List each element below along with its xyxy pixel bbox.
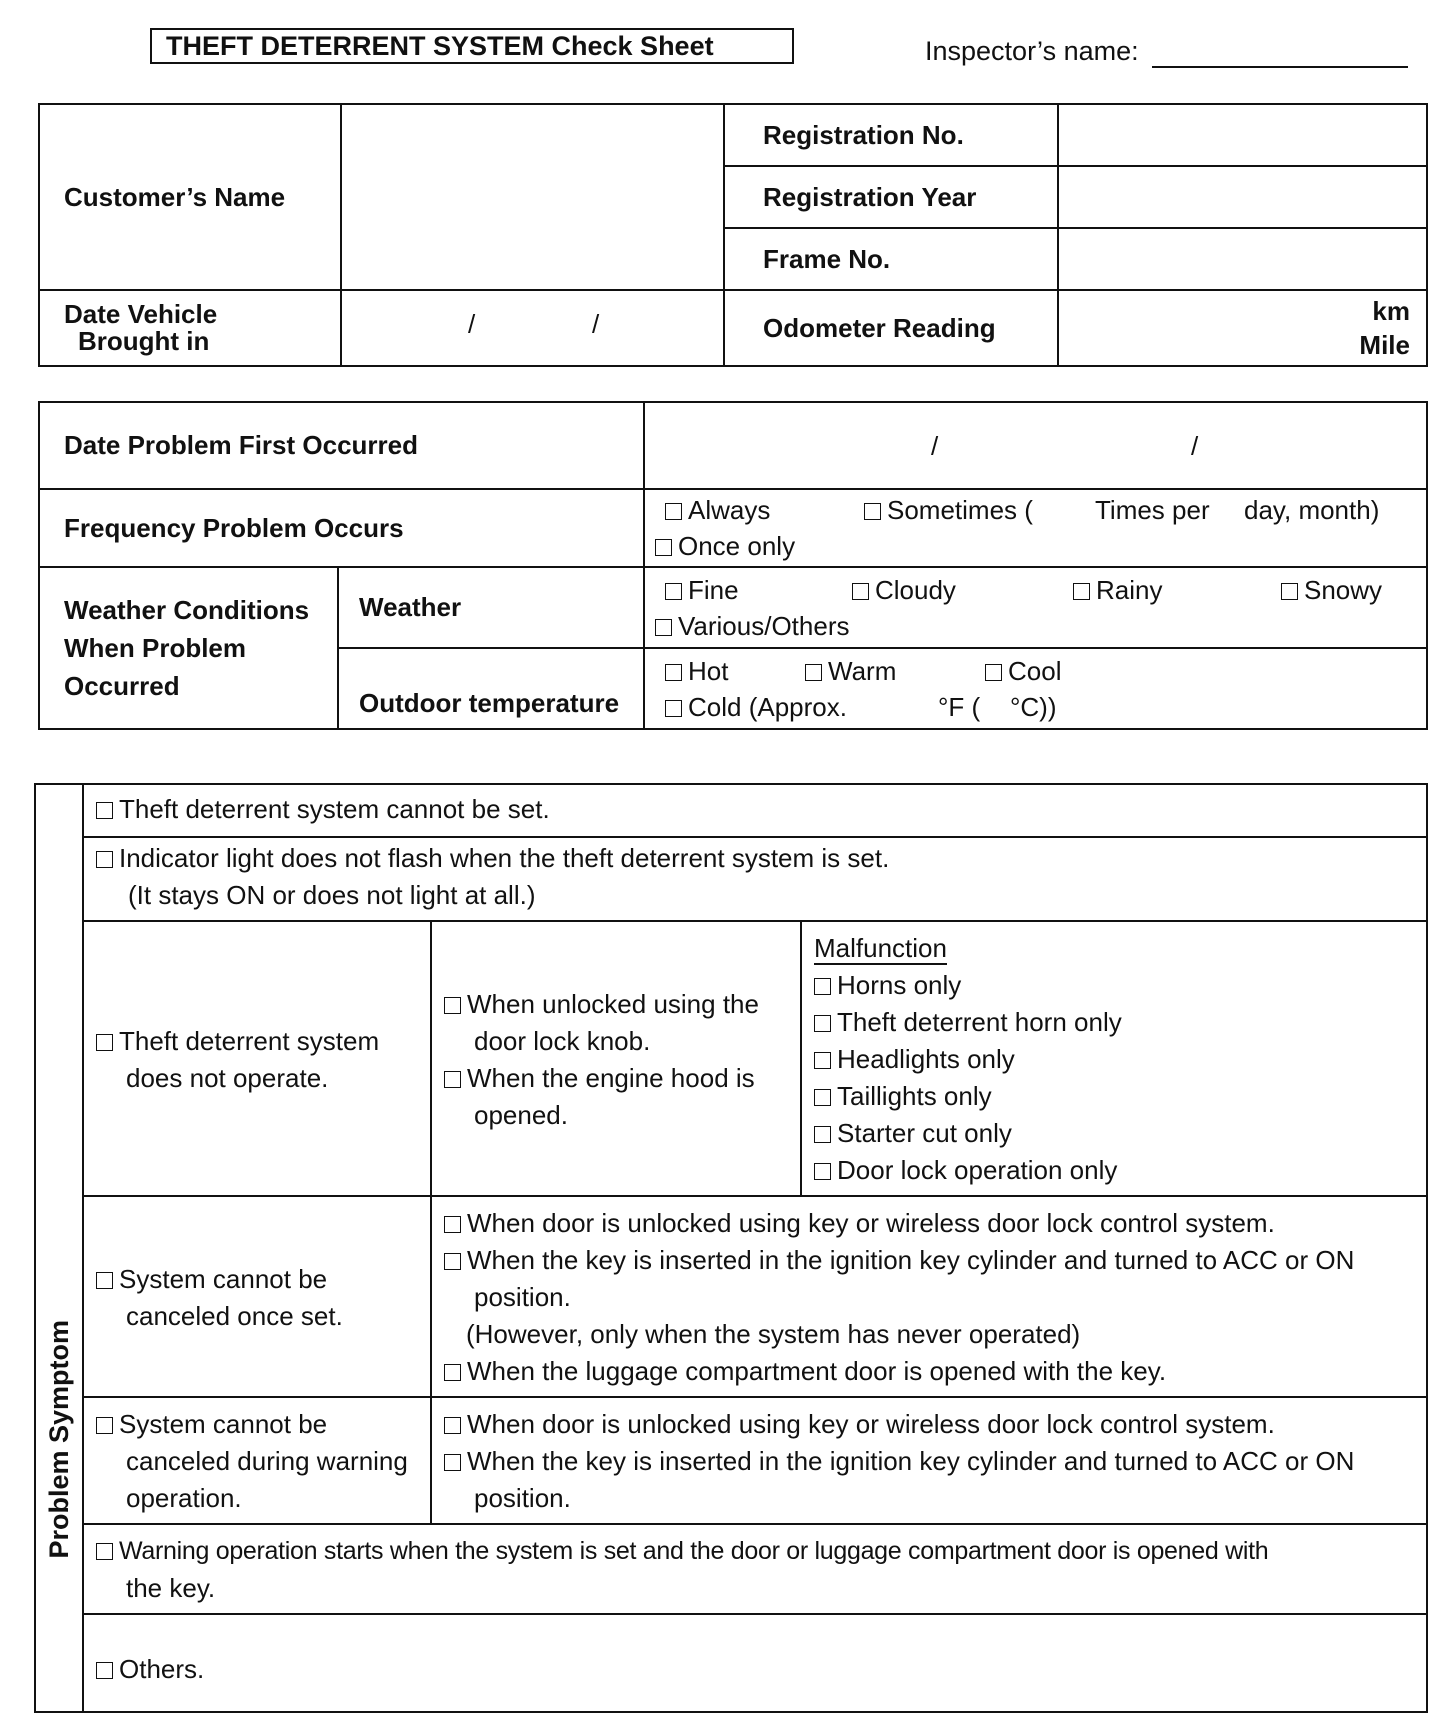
checkbox[interactable] [814,1089,831,1106]
weather-snowy-option[interactable]: Snowy [1281,572,1382,608]
registration-year-field[interactable] [1058,166,1427,228]
date-separator: / [1191,431,1199,461]
mal-starter-option[interactable]: Starter cut only [814,1115,1416,1152]
temp-cool-option[interactable]: Cool [985,653,1061,689]
customer-name-field[interactable] [341,104,724,290]
registration-no-field[interactable] [1058,104,1427,166]
symptom-cannot-cancel-once-set[interactable]: System cannot be canceled once set. [83,1196,431,1397]
registration-no-label: Registration No. [724,104,1058,166]
cond-key-inserted[interactable]: When the key is inserted in the ignition key cylinder and turned to ACC or ON position. (However, only when the system has never operated) [444,1242,1416,1353]
cancel-warning-conditions [431,1397,1427,1524]
checkbox[interactable] [805,664,822,681]
freq-always-option[interactable]: Always [665,492,770,528]
checkbox[interactable] [96,1662,113,1679]
outdoor-temperature-label: Outdoor temperature [338,648,644,729]
weather-label: Weather [338,567,644,648]
checkbox[interactable] [814,1126,831,1143]
checkbox[interactable] [655,619,672,636]
mal-taillights-option[interactable]: Taillights only [814,1078,1416,1115]
temp-hot-option[interactable]: Hot [665,653,728,689]
checkbox[interactable] [665,583,682,600]
checkbox[interactable] [444,997,461,1014]
cond-unlock-key[interactable]: When door is unlocked using key or wireless door lock control system. [444,1406,1416,1443]
customer-name-label: Customer’s Name [39,104,341,290]
mal-horns-option[interactable]: Horns only [814,967,1416,1004]
freq-times-per: Times per [1095,495,1210,525]
checkbox[interactable] [96,802,113,819]
weather-options [644,567,1427,648]
mal-headlights-option[interactable]: Headlights only [814,1041,1416,1078]
freq-sometimes-option[interactable]: Sometimes ( [864,492,1033,528]
checkbox[interactable] [96,851,113,868]
date-separator: / [931,431,939,461]
checkbox[interactable] [655,539,672,556]
unit-km: km [1372,296,1410,326]
checkbox[interactable] [665,700,682,717]
frequency-label: Frequency Problem Occurs [39,489,644,567]
date-separator: / [468,309,476,339]
date-brought-in-field[interactable] [341,290,724,366]
checkbox[interactable] [444,1417,461,1434]
temperature-options [644,648,1427,729]
symptom-warning-starts[interactable]: Warning operation starts when the system is set and the door or luggage compartment door is opened with the key. [83,1524,1427,1614]
weather-fine-option[interactable]: Fine [665,572,739,608]
temp-warm-option[interactable]: Warm [805,653,896,689]
checkbox[interactable] [444,1364,461,1381]
checkbox[interactable] [444,1253,461,1270]
cond-unlock-knob[interactable]: When unlocked using the door lock knob. [444,986,790,1060]
cond-engine-hood[interactable]: When the engine hood is opened. [444,1060,790,1134]
problem-symptom-side-label: Problem Symptom [35,784,83,1712]
malfunction-options [801,921,1427,1196]
checkbox[interactable] [1073,583,1090,600]
checkbox[interactable] [814,1052,831,1069]
freq-day-month: day, month) [1244,495,1380,525]
symptom-does-not-operate[interactable]: Theft deterrent system does not operate. [83,921,431,1196]
problem-occurrence-table [38,401,1428,730]
frame-no-field[interactable] [1058,228,1427,290]
operate-conditions [431,921,801,1196]
date-first-occurred-field[interactable] [644,402,1427,489]
checkbox[interactable] [96,1272,113,1289]
date-first-occurred-label: Date Problem First Occurred [39,402,644,489]
checkbox[interactable] [1281,583,1298,600]
frequency-options [644,489,1427,567]
symptom-cannot-set[interactable]: Theft deterrent system cannot be set. [83,784,1427,837]
checkbox[interactable] [96,1417,113,1434]
cond-luggage-door[interactable]: When the luggage compartment door is opened with the key. [444,1353,1416,1390]
registration-year-label: Registration Year [724,166,1058,228]
checkbox[interactable] [814,978,831,995]
checkbox[interactable] [444,1216,461,1233]
symptom-indicator-light[interactable]: Indicator light does not flash when the theft deterrent system is set. (It stays ON or does not light at all.) [83,837,1427,921]
frame-no-label: Frame No. [724,228,1058,290]
checkbox[interactable] [665,503,682,520]
temp-fahrenheit: °F ( [938,691,981,722]
cancel-once-conditions [431,1196,1427,1397]
inspector-name-label: Inspector’s name: [925,36,1139,66]
checkbox[interactable] [814,1163,831,1180]
temp-cold-option[interactable]: Cold (Approx. [665,689,847,725]
mal-door-lock-option[interactable]: Door lock operation only [814,1152,1416,1189]
mal-theft-horn-option[interactable]: Theft deterrent horn only [814,1004,1416,1041]
checkbox[interactable] [444,1454,461,1471]
temp-celsius: °C)) [1010,691,1057,722]
checkbox[interactable] [985,664,1002,681]
check-sheet-title: THEFT DETERRENT SYSTEM Check Sheet [150,28,794,64]
checkbox[interactable] [864,503,881,520]
inspector-name-field[interactable] [1152,66,1408,68]
weather-conditions-label: Weather Conditions When Problem Occurred [39,567,338,729]
checkbox[interactable] [814,1015,831,1032]
weather-various-option[interactable]: Various/Others [655,608,1426,644]
weather-cloudy-option[interactable]: Cloudy [852,572,956,608]
odometer-field[interactable] [1058,290,1427,366]
cond-key-inserted[interactable]: When the key is inserted in the ignition key cylinder and turned to ACC or ON position. [444,1443,1416,1517]
malfunction-heading: Malfunction [814,933,947,963]
symptom-others[interactable]: Others. [83,1614,1427,1712]
checkbox[interactable] [665,664,682,681]
freq-once-option[interactable]: Once only [655,528,1426,564]
unit-mile: Mile [1359,330,1410,360]
weather-rainy-option[interactable]: Rainy [1073,572,1162,608]
checkbox[interactable] [852,583,869,600]
problem-symptom-table [34,783,1428,1713]
cond-unlock-key[interactable]: When door is unlocked using key or wireless door lock control system. [444,1205,1416,1242]
symptom-cannot-cancel-warning[interactable]: System cannot be canceled during warning operation. [83,1397,431,1524]
date-brought-in-label: Date Vehicle Brought in [39,290,341,366]
date-separator: / [592,309,600,339]
checkbox[interactable] [444,1071,461,1088]
checkbox[interactable] [96,1543,113,1560]
customer-info-table [38,103,1428,367]
odometer-label: Odometer Reading [724,290,1058,366]
checkbox[interactable] [96,1034,113,1051]
